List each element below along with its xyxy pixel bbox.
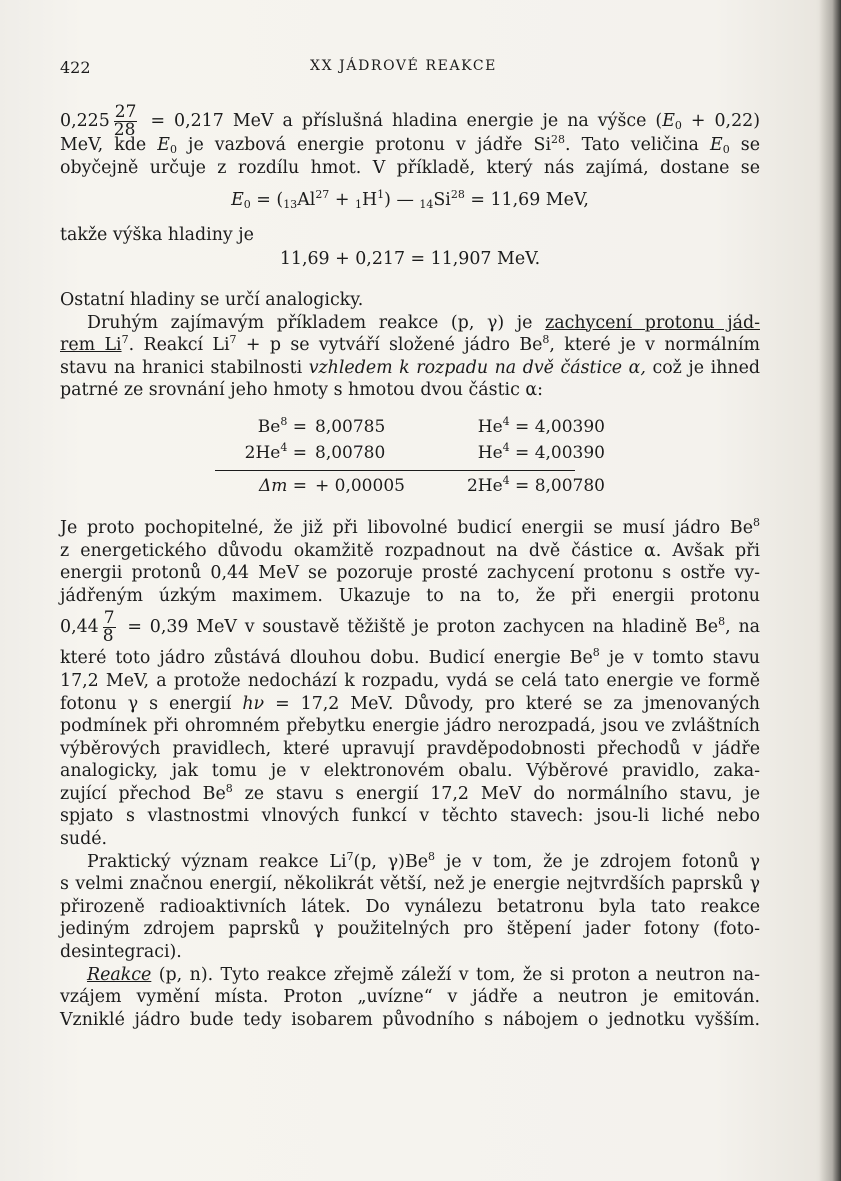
- text-line: spjato s vlastnostmi vlnových funkcí v těchto stavech: jsou-li liché nebo: [60, 806, 760, 827]
- equation-binding-energy: $E_0 = (_{13}Al^{27} + _1H^1)$ — $_{14}Si^{28} = 11,69$ MeV,: [231, 188, 589, 212]
- text-line: z energetického důvodu okamžitě rozpadnout na dvě částice α. Avšak při: [60, 540, 760, 561]
- text-line: Ostatní hladiny se určí analogicky.: [60, 289, 364, 310]
- table-row: $2He^4$ = 8,00780 $He^4 = 4,00390$: [244, 440, 605, 463]
- text-line: jediným zdrojem paprsků γ použitelných pro štěpení jader fotony (foto-: [60, 919, 760, 940]
- text-line: přirozeně radioaktivních látek. Do vynálezu betatronu byla tato reakce: [60, 896, 760, 917]
- text-line: Druhým zajímavým příkladem reakce (p, γ) je zachycení protonu jád-: [87, 312, 760, 333]
- page-edge-shadow: [819, 0, 841, 1181]
- text-line: podmínek při ohromném přebytku energie jádro nerozpadá, jsou ve zvláštních: [60, 716, 760, 737]
- mass-comparison-table: [215, 416, 605, 501]
- body-text: [60, 104, 760, 1031]
- table-row: Δm = + 0,00005 $2He^4 = 8,00780$: [258, 473, 605, 496]
- running-header: [60, 58, 760, 82]
- equation-level-height: 11,69 + 0,217 = 11,907 MeV.: [279, 249, 541, 270]
- page-number: 422: [60, 58, 91, 77]
- text-line: patrné ze srovnání jeho hmoty s hmotou dvou částic α:: [60, 380, 543, 401]
- text-line: takže výška hladiny je: [60, 224, 254, 245]
- text-line: 0,44 $\frac{7}{8}$ = 0,39 MeV v soustavě těžiště je proton zachycen na hladině Be$^8$, na: [60, 608, 761, 647]
- text-line: rem Li$^7$. Reakcí $Li^7 + p$ se vytváří složené jádro Be$^8$, které je v normálním: [60, 333, 760, 356]
- text-line: s velmi značnou energií, několikrát větší, než je energie nejtvrdších paprsků γ: [60, 874, 760, 895]
- text-line: jádřeným úzkým maximem. Ukazuje to na to, že při energii protonu: [60, 585, 760, 606]
- text-line: Je proto pochopitelné, že již při libovolné budicí energii se musí jádro Be$^8$: [60, 515, 760, 538]
- text-line: MeV, kde $E_0$ je vazbová energie protonu v jádře Si$^{28}$. Tato veličina $E_0$ se: [60, 133, 760, 156]
- text-line: 17,2 MeV, a protože nedochází k rozpadu, vydá se celá tato energie ve formě: [60, 670, 760, 691]
- text-line: 0,225 $\frac{27}{28}$ = 0,217 MeV a příslušná hladina energie je na výšce $(E_0 + 0,22)$: [60, 102, 760, 140]
- text-line: stavu na hranici stabilnosti vzhledem k rozpadu na dvě částice α, což je ihned: [60, 357, 760, 378]
- table-row: $Be^8$ = 8,00785 $He^4 = 4,00390$: [257, 414, 605, 437]
- text-line: Praktický význam reakce Li$^7$(p, γ)Be$^8$ je v tom, že je zdrojem fotonů γ: [87, 849, 760, 872]
- running-title: XX JÁDROVÉ REAKCE: [310, 58, 497, 74]
- text-line: zující přechod Be$^8$ ze stavu s energií 17,2 MeV do normálního stavu, je: [60, 781, 760, 804]
- text-line: Vzniklé jádro bude tedy isobarem původního s nábojem o jednotku vyšším.: [60, 1009, 760, 1030]
- text-line: sudé.: [60, 829, 108, 850]
- text-line: desintegraci).: [60, 942, 182, 963]
- table-rule: [215, 470, 575, 471]
- text-line: energii protonů 0,44 MeV se pozoruje prosté zachycení protonu s ostře vy-: [60, 563, 760, 584]
- text-line: fotonu γ s energií hν = 17,2 MeV. Důvody, pro které se za jmenovaných: [60, 693, 760, 714]
- fraction: $\frac{7}{8}$: [102, 608, 115, 647]
- text-line: Reakce (p, n). Tyto reakce zřejmě záleží v tom, že si proton a neutron na-: [87, 964, 760, 985]
- text-line: vzájem vymění místa. Proton „uvízne“ v jádře a neutron je emitován.: [60, 987, 760, 1008]
- text-line: analogicky, jak tomu je v elektronovém obalu. Výběrové pravidlo, zaka-: [60, 761, 760, 782]
- fraction: $\frac{27}{28}$: [113, 102, 137, 140]
- text-line: výběrových pravidlech, které upravují pravděpodobnosti přechodů v jádře: [60, 738, 760, 759]
- text-line: obyčejně určuje z rozdílu hmot. V příkladě, který nás zajímá, dostane se: [60, 157, 760, 178]
- text-line: které toto jádro zůstává dlouhou dobu. Budicí energie Be$^8$ je v tomto stavu: [60, 646, 761, 669]
